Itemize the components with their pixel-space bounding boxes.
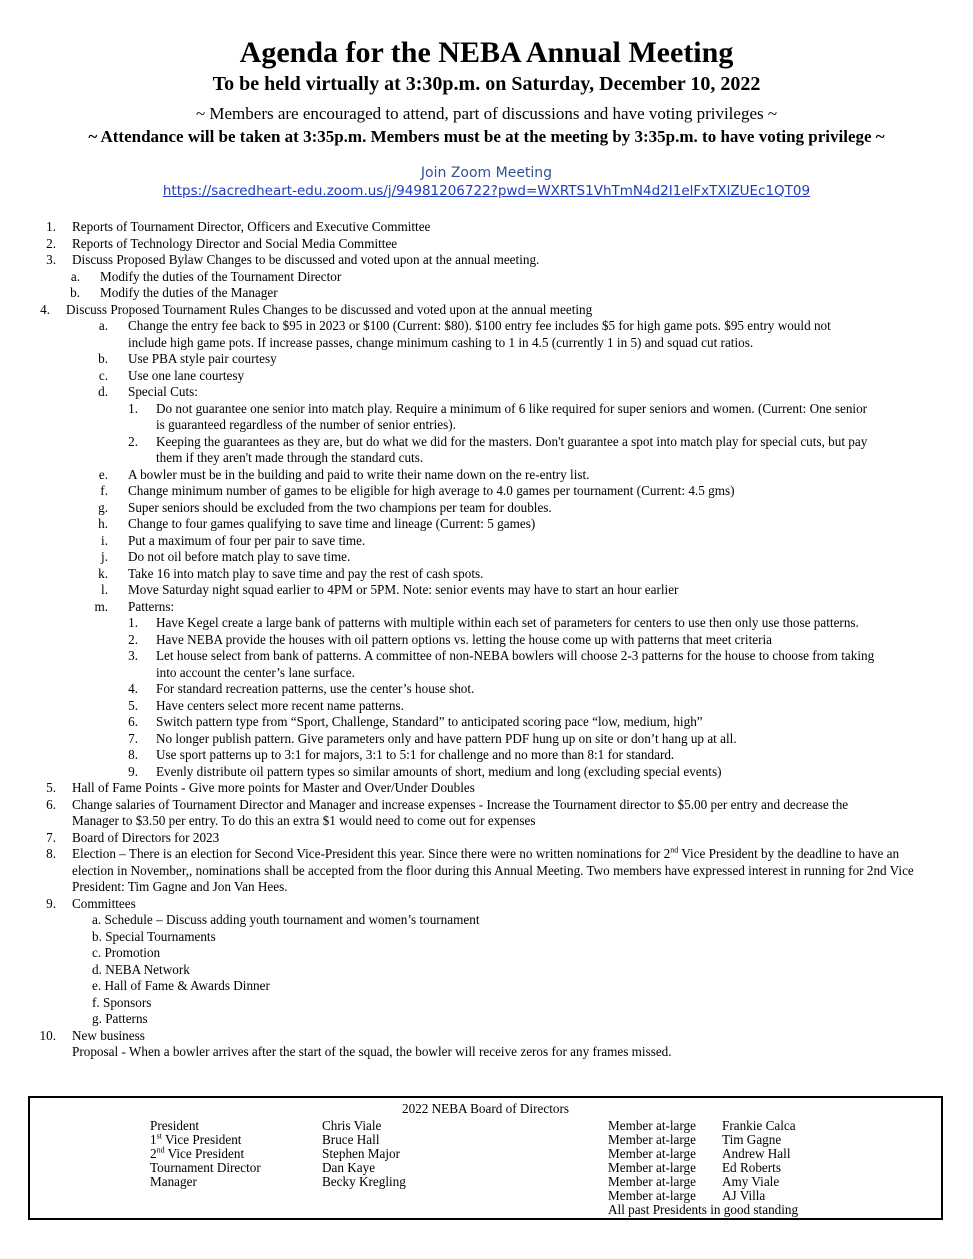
agenda-item	[0, 566, 973, 583]
agenda-item	[0, 516, 973, 533]
agenda-item-text: Modify the duties of the Tournament Director	[100, 268, 342, 284]
agenda-item-text: Board of Directors for 2023	[72, 829, 220, 845]
agenda-item-number: b.	[98, 351, 108, 366]
agenda-item-text: Let house select from bank of patterns. A committee of non-NEBA bowlers will choose 2-3 patterns for the house to choose from taking	[156, 648, 875, 663]
agenda-item	[0, 846, 973, 863]
agenda-item-text: d. NEBA Network	[92, 961, 190, 977]
agenda-item	[0, 863, 973, 880]
agenda-item-text: c. Promotion	[92, 945, 161, 960]
agenda-item-number: 6.	[128, 714, 138, 729]
officer-name: Becky Kregling	[322, 1174, 406, 1189]
agenda-item	[0, 467, 973, 484]
agenda-item-text: Proposal - When a bowler arrives after the start of the squad, the bowler will receive zeros for any frames missed.	[72, 1044, 672, 1059]
agenda-item	[0, 962, 973, 979]
member-name: Ed Roberts	[722, 1160, 781, 1175]
agenda-item-number: 6.	[46, 796, 56, 812]
agenda-item	[0, 335, 973, 352]
agenda-item	[0, 219, 973, 236]
agenda-item-text: Discuss Proposed Bylaw Changes to be discussed and voted upon at the annual meeting.	[72, 252, 540, 267]
agenda-item-number: a.	[70, 268, 80, 284]
agenda-item	[0, 978, 973, 995]
agenda-item	[0, 318, 973, 335]
agenda-item-text: Manager to $3.50 per entry. To do this an extra $1 would need to come out for expenses	[72, 813, 536, 828]
zoom-link[interactable]: https://sacredheart-edu.zoom.us/j/94981206722?pwd=WXRTS1VhTmN4d2I1elFxTXlZUEc1QT09	[162, 183, 811, 199]
agenda-item	[0, 797, 973, 814]
member-name: Amy Viale	[722, 1174, 780, 1189]
agenda-item-number: 9.	[128, 763, 138, 779]
member-label: Member at-large	[608, 1146, 696, 1161]
agenda-item-text: Use sport patterns up to 3:1 for majors, 3:1 to 5:1 for challenge and no more than 8:1 for standard.	[156, 747, 675, 762]
agenda-item-number: 7.	[46, 829, 56, 845]
agenda-item	[0, 236, 973, 253]
member-label: Member at-large	[608, 1132, 696, 1147]
agenda-item-number: k.	[98, 565, 108, 581]
agenda-item	[0, 1028, 973, 1045]
agenda-item-text: Do not guarantee one senior into match play. Require a minimum of 6 like required for super seniors and women. (Current: One senior	[156, 400, 868, 416]
agenda-item	[0, 648, 973, 665]
member-names	[722, 1119, 796, 1203]
officer-titles	[150, 1119, 261, 1189]
agenda-item	[0, 681, 973, 698]
member-name: Andrew Hall	[722, 1146, 791, 1161]
officer-title: Tournament Director	[150, 1160, 261, 1175]
officer-title: 2nd Vice President	[150, 1145, 245, 1161]
agenda-item-text: include high game pots. If increase passes, change minimum cashing to 1 in 4.5 (currently 1 in 5) and squad cut ratios.	[128, 334, 754, 350]
agenda-item-text: a. Schedule – Discuss adding youth tournament and women’s tournament	[92, 912, 480, 927]
board-of-directors	[28, 1096, 943, 1220]
agenda-item	[0, 731, 973, 748]
agenda-item-number: 2.	[46, 235, 56, 251]
agenda-item-text: election in November,, nominations shall be accepted from the floor during this Annual Meeting. Two members have expressed interest in running for 2nd Vice	[72, 862, 914, 878]
agenda-item	[0, 896, 973, 913]
agenda-item-number: 2.	[128, 433, 138, 449]
agenda-item-text: New business	[72, 1027, 145, 1043]
agenda-item-text: President: Tim Gagne and Jon Van Hees.	[72, 879, 288, 894]
agenda-item-number: 2.	[128, 631, 138, 647]
agenda-item-text: Use PBA style pair courtesy	[128, 351, 277, 366]
agenda-item-number: d.	[98, 384, 108, 399]
agenda-item-number: 4.	[128, 681, 138, 696]
agenda-item-text: Change to four games qualifying to save time and lineage (Current: 5 games)	[128, 516, 536, 531]
agenda-item-text: Hall of Fame Points - Give more points for Master and Over/Under Doubles	[72, 780, 475, 795]
agenda-item	[0, 368, 973, 385]
agenda-item	[0, 912, 973, 929]
agenda-item-text: into account the center’s lane surface.	[156, 664, 355, 680]
agenda-item-number: m.	[94, 598, 108, 614]
agenda-item	[0, 698, 973, 715]
agenda-item	[0, 995, 973, 1012]
agenda-item-number: 1.	[46, 219, 56, 234]
agenda-item-text: is guaranteed regardless of the number of senior entries).	[156, 417, 456, 432]
agenda-item-text: Take 16 into match play to save time and pay the rest of cash spots.	[128, 565, 484, 581]
member-name: AJ Villa	[722, 1188, 766, 1203]
agenda-item-text: Move Saturday night squad earlier to 4PM or 5PM. Note: senior events may have to start an hour earlier	[128, 582, 679, 597]
agenda-item-number: 10.	[39, 1027, 56, 1043]
page-title: Agenda for the NEBA Annual Meeting	[239, 36, 734, 69]
agenda-item-number: 9.	[46, 895, 56, 911]
agenda-item-number: l.	[101, 582, 108, 597]
agenda-item-number: 1.	[128, 400, 138, 416]
agenda-item	[0, 450, 973, 467]
member-name: Tim Gagne	[722, 1132, 782, 1147]
attendance-note: ~ Attendance will be taken at 3:35p.m. Members must be at the meeting by 3:35p.m. to have voting privilege ~	[88, 127, 885, 146]
agenda-item	[0, 285, 973, 302]
agenda-item-text: Election – There is an election for Second Vice-President this year. Since there were no written nominations for 2nd Vice President by the deadline to have an	[72, 845, 900, 861]
agenda-list	[0, 219, 973, 1061]
agenda-item	[0, 582, 973, 599]
agenda-item-text: No longer publish pattern. Give parameters only and have pattern PDF hung up on site or don’t hang up at all.	[156, 730, 737, 746]
agenda-item	[0, 252, 973, 269]
agenda-item	[0, 533, 973, 550]
agenda-item-text: Change the entry fee back to $95 in 2023 or $100 (Current: $80). $100 entry fee includes $5 for high game pots. $95 entry would not	[128, 318, 831, 333]
agenda-item	[0, 384, 973, 401]
agenda-item-number: 5.	[46, 780, 56, 795]
agenda-item	[0, 549, 973, 566]
officer-title: Manager	[150, 1174, 197, 1189]
board-footer: All past Presidents in good standing	[608, 1202, 799, 1217]
officer-name: Stephen Major	[322, 1146, 401, 1161]
officer-title: President	[150, 1118, 200, 1133]
agenda-item	[0, 830, 973, 847]
agenda-item-text: Reports of Technology Director and Social Media Committee	[72, 235, 398, 251]
agenda-item-text: Committees	[72, 895, 136, 911]
agenda-item-number: 1.	[128, 615, 138, 630]
agenda-item-text: Super seniors should be excluded from the two champions per team for doubles.	[128, 499, 552, 515]
agenda-item-text: Special Cuts:	[128, 384, 198, 399]
agenda-item-text: Change salaries of Tournament Director and Manager and increase expenses - Increase the Tournament director to $5.00 per entry and decrease the	[72, 796, 849, 812]
agenda-item	[0, 599, 973, 616]
agenda-item	[0, 615, 973, 632]
agenda-item	[0, 813, 973, 830]
agenda-item	[0, 714, 973, 731]
officer-name: Dan Kaye	[322, 1160, 376, 1175]
agenda-item	[0, 269, 973, 286]
agenda-item	[0, 780, 973, 797]
member-label: Member at-large	[608, 1188, 696, 1203]
officer-title: 1st Vice President	[150, 1131, 242, 1147]
agenda-item	[0, 764, 973, 781]
encourage-note: ~ Members are encouraged to attend, part of discussions and have voting privileges ~	[195, 104, 778, 123]
agenda-item	[0, 1011, 973, 1028]
agenda-item-text: Evenly distribute oil pattern types so similar amounts of short, medium and long (excluding special events)	[156, 763, 722, 779]
agenda-item-text: Have NEBA provide the houses with oil pattern options vs. letting the house come up with patterns that meet criteria	[156, 631, 773, 647]
agenda-item-text: Patterns:	[128, 598, 175, 614]
agenda-item-number: b.	[70, 285, 80, 300]
agenda-item-number: h.	[98, 516, 108, 531]
agenda-item-number: j.	[101, 549, 108, 564]
agenda-item-text: Switch pattern type from “Sport, Challenge, Standard” to anticipated scoring pace “low, medium, high”	[156, 714, 703, 729]
agenda-item-text: them if they aren't made through the standard cuts.	[156, 450, 424, 465]
agenda-item	[0, 417, 973, 434]
agenda-item	[0, 483, 973, 500]
agenda-item-text: b. Special Tournaments	[92, 928, 216, 944]
agenda-item	[0, 302, 973, 319]
agenda-item	[0, 929, 973, 946]
agenda-item-number: e.	[98, 466, 108, 482]
agenda-item-text: Have Kegel create a large bank of patterns with multiple within each set of parameters for centers to use then only use those patterns.	[156, 615, 859, 630]
agenda-item-text: A bowler must be in the building and paid to write their name down on the re-entry list.	[128, 466, 590, 482]
officer-name: Chris Viale	[322, 1118, 382, 1133]
agenda-item-text: Keeping the guarantees as they are, but do what we did for the masters. Don't guarantee a spot into match play for special cuts, but pay	[156, 433, 868, 449]
agenda-item-text: Put a maximum of four per pair to save time.	[128, 532, 366, 548]
agenda-item	[0, 351, 973, 368]
agenda-item	[0, 500, 973, 517]
agenda-item-text: Change minimum number of games to be eligible for high average to 4.0 games per tournament (Current: 4.5 gms)	[128, 483, 735, 498]
agenda-item	[0, 879, 973, 896]
agenda-item-number: 8.	[128, 747, 138, 762]
agenda-item-text: For standard recreation patterns, use the center’s house shot.	[156, 681, 475, 696]
agenda-item-number: 5.	[128, 697, 138, 713]
agenda-item-number: i.	[101, 532, 108, 548]
agenda-item	[0, 665, 973, 682]
agenda-item-number: 8.	[46, 846, 56, 861]
agenda-item-number: 7.	[128, 730, 138, 746]
member-label: Member at-large	[608, 1160, 696, 1175]
agenda-item-text: Have centers select more recent name patterns.	[156, 697, 404, 713]
agenda-item-number: 4.	[40, 301, 50, 317]
agenda-item-number: a.	[98, 318, 108, 333]
agenda-item-number: 3.	[46, 252, 56, 267]
member-label: Member at-large	[608, 1174, 696, 1189]
agenda-item	[0, 747, 973, 764]
member-label: Member at-large	[608, 1118, 696, 1133]
agenda-item-text: g. Patterns	[92, 1011, 148, 1026]
agenda-item-text: e. Hall of Fame & Awards Dinner	[92, 978, 270, 993]
officer-names	[322, 1119, 406, 1189]
agenda-item	[0, 1044, 973, 1061]
agenda-item	[0, 434, 973, 451]
agenda-item-text: Modify the duties of the Manager	[100, 285, 278, 300]
board-title: 2022 NEBA Board of Directors	[401, 1101, 569, 1116]
agenda-item	[0, 945, 973, 962]
member-name: Frankie Calca	[722, 1118, 796, 1133]
agenda-item-text: Reports of Tournament Director, Officers and Executive Committee	[72, 219, 431, 234]
agenda-item-text: Do not oil before match play to save time.	[128, 549, 351, 564]
agenda-item-text: Discuss Proposed Tournament Rules Changes to be discussed and voted upon at the annual meeting	[66, 301, 593, 317]
agenda-item-text: Use one lane courtesy	[128, 367, 245, 383]
agenda-item	[0, 401, 973, 418]
agenda-item-number: g.	[98, 499, 108, 515]
officer-name: Bruce Hall	[322, 1132, 380, 1147]
agenda-item-text: f. Sponsors	[92, 994, 152, 1010]
agenda-item-number: f.	[100, 483, 108, 498]
agenda-item	[0, 632, 973, 649]
zoom-label: Join Zoom Meeting	[420, 165, 553, 181]
agenda-item-number: c.	[98, 367, 108, 383]
page-subtitle: To be held virtually at 3:30p.m. on Saturday, December 10, 2022	[212, 73, 761, 95]
agenda-item-number: 3.	[128, 648, 138, 663]
